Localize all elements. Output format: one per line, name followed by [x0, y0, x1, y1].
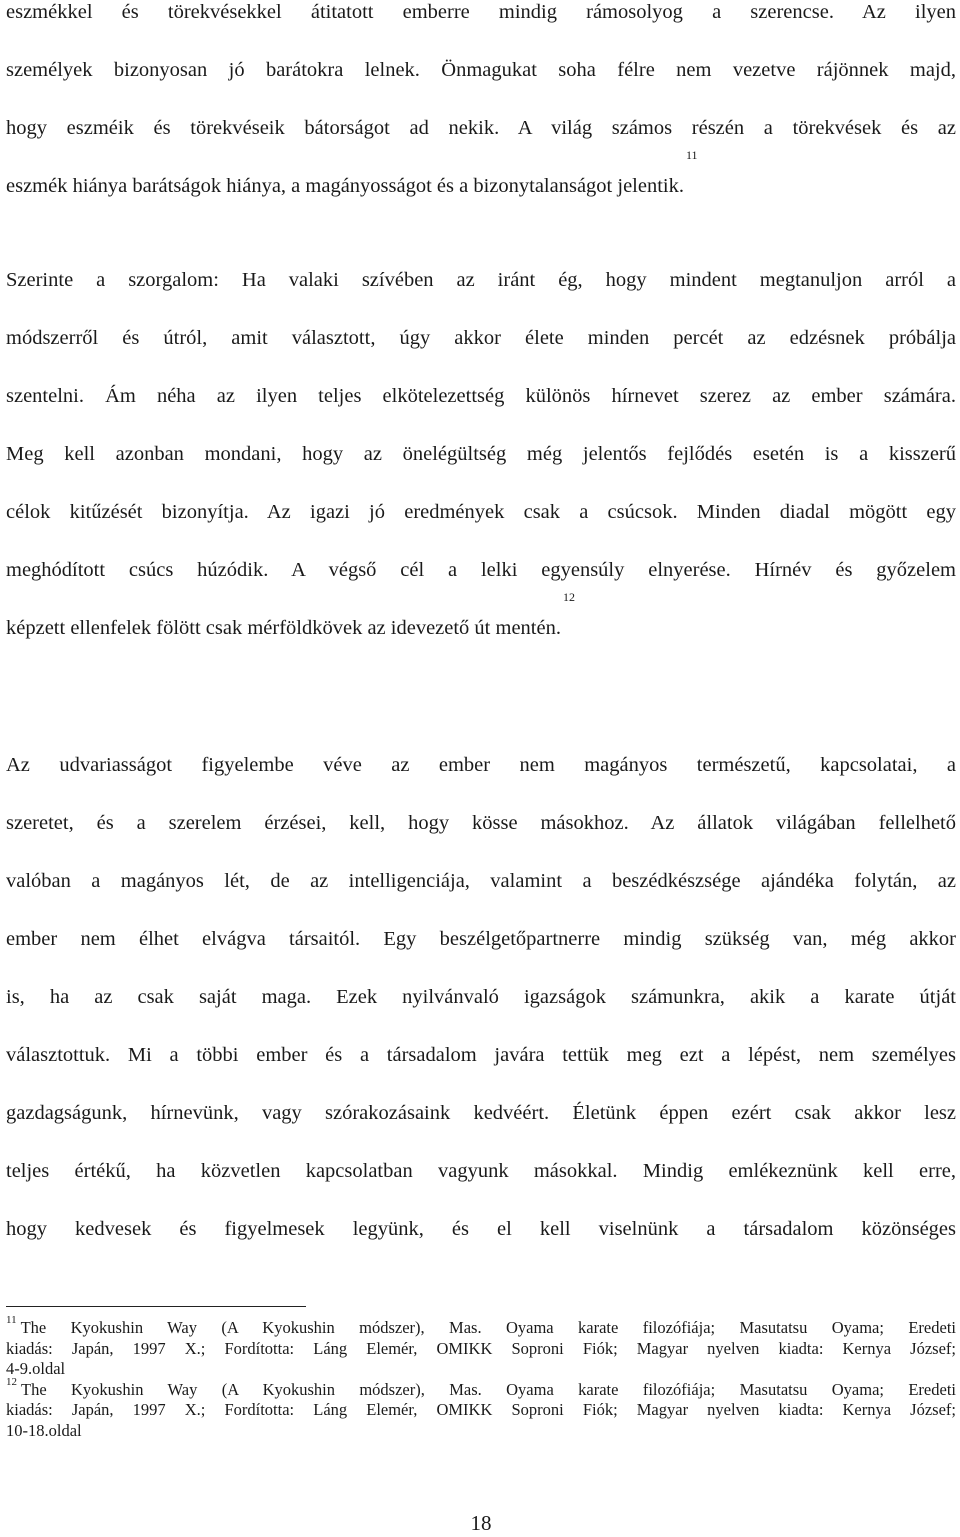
footnote-number: 11: [6, 1314, 17, 1326]
footnote-line-text: The Kyokushin Way (A Kyokushin módszer), Mas. Oyama karate filozófiája; Masutatsu Oyama; Eredeti: [21, 1379, 956, 1399]
paragraph-line: Meg kell azonban mondani, hogy az önelégültség még jelentős fejlődés esetén is a kisszerű: [6, 443, 956, 465]
page-number: 18: [470, 1511, 492, 1535]
paragraph-line: meghódított csúcs húzódik. A végső cél a lelki egyensúly elnyerése. Hírnév és győzelem: [6, 559, 956, 581]
paragraph-last-line: [6, 590, 956, 657]
paragraph-last-line: [6, 148, 956, 215]
footnote-line: kiadás: Japán, 1997 X.; Fordította: Láng Elemér, OMIKK Soproni Fiók; Magyar nyelven kiadta: Kernya József;: [6, 1400, 956, 1419]
footnote-line: [6, 1314, 956, 1339]
paragraph-line: hogy eszméik és törekvéseik bátorságot ad nekik. A világ számos részén a törekvések és az: [6, 117, 956, 139]
paragraph-line: ember nem élhet elvágva társaitól. Egy beszélgetőpartnerre mindig szükség van, még akkor: [6, 928, 956, 950]
paragraph-line: valóban a magányos lét, de az intelligenciája, valamint a beszédkészsége ajándéka folytán, az: [6, 870, 956, 892]
paragraph-line: módszerről és útról, amit választott, úgy akkor élete minden percét az edzésnek próbálja: [6, 327, 956, 349]
paragraph-line: szeretet, és a szerelem érzései, kell, hogy kösse másokhoz. Az állatok világában fellelhető: [6, 812, 956, 834]
paragraph-line: is, ha az csak saját maga. Ezek nyilvánvaló igazságok számunkra, akik a karate útját: [6, 986, 956, 1008]
paragraph-1: [6, 0, 956, 215]
paragraph-line: Szerinte a szorgalom: Ha valaki szívében az iránt ég, hogy mindent megtanuljon arról a: [6, 269, 956, 291]
footnote-number: 12: [6, 1375, 17, 1388]
paragraph-2: [6, 251, 956, 657]
paragraph-line: szentelni. Ám néha az ilyen teljes elkötelezettség különös hírnevet szerez az ember számára.: [6, 385, 956, 407]
paragraph-line-text: képzett ellenfelek fölött csak mérföldkövek az idevezető út mentén.: [6, 617, 561, 639]
footnote-line: kiadás: Japán, 1997 X.; Fordította: Láng Elemér, OMIKK Soproni Fiók; Magyar nyelven kiadta: Kernya József;: [6, 1338, 956, 1358]
paragraph-3: [6, 736, 956, 1258]
paragraph-line: Az udvariasságot figyelembe véve az ember nem magányos természetű, kapcsolatai, a: [6, 754, 956, 776]
paragraph-line-text: eszmék hiánya barátságok hiánya, a magányosságot és a bizonytalanságot jelentik.: [6, 175, 684, 197]
footnote-reference-12[interactable]: 12: [562, 590, 575, 604]
footnotes: [6, 1314, 956, 1441]
footnote-line-text: The Kyokushin Way (A Kyokushin módszer), Mas. Oyama karate filozófiája; Masutatsu Oyama; Eredeti: [20, 1318, 956, 1337]
footnote-line: 10-18.oldal: [6, 1420, 82, 1440]
paragraph-line: választottuk. Mi a többi ember és a társadalom javára tettük meg ezt a lépést, nem személyes: [6, 1044, 956, 1066]
footnote-line: [6, 1375, 956, 1401]
paragraph-line: gazdagságunk, hírnevünk, vagy szórakozásaink kedvéért. Életünk éppen ezért csak akkor lesz: [6, 1102, 956, 1124]
footnote-reference-11[interactable]: 11: [685, 148, 698, 162]
paragraph-line: célok kitűzését bizonyítja. Az igazi jó eredmények csak a csúcsok. Minden diadal mögött egy: [6, 501, 956, 523]
footnote-11: [6, 1314, 956, 1380]
footnote-12: [6, 1375, 956, 1442]
paragraph-line: eszmékkel és törekvésekkel átitatott emberre mindig rámosolyog a szerencse. Az ilyen: [6, 1, 956, 23]
paragraph-line: személyek bizonyosan jó barátokra lelnek. Önmagukat soha félre nem vezetve rájönnek majd,: [6, 59, 956, 81]
footnote-separator: [6, 1306, 306, 1307]
footnote-line: 4-9.oldal: [6, 1359, 66, 1378]
paragraph-line: teljes értékű, ha közvetlen kapcsolatban vagyunk másokkal. Mindig emlékeznünk kell erre,: [6, 1160, 956, 1182]
paragraph-line: hogy kedvesek és figyelmesek legyünk, és el kell viselnünk a társadalom közönséges: [6, 1218, 956, 1240]
